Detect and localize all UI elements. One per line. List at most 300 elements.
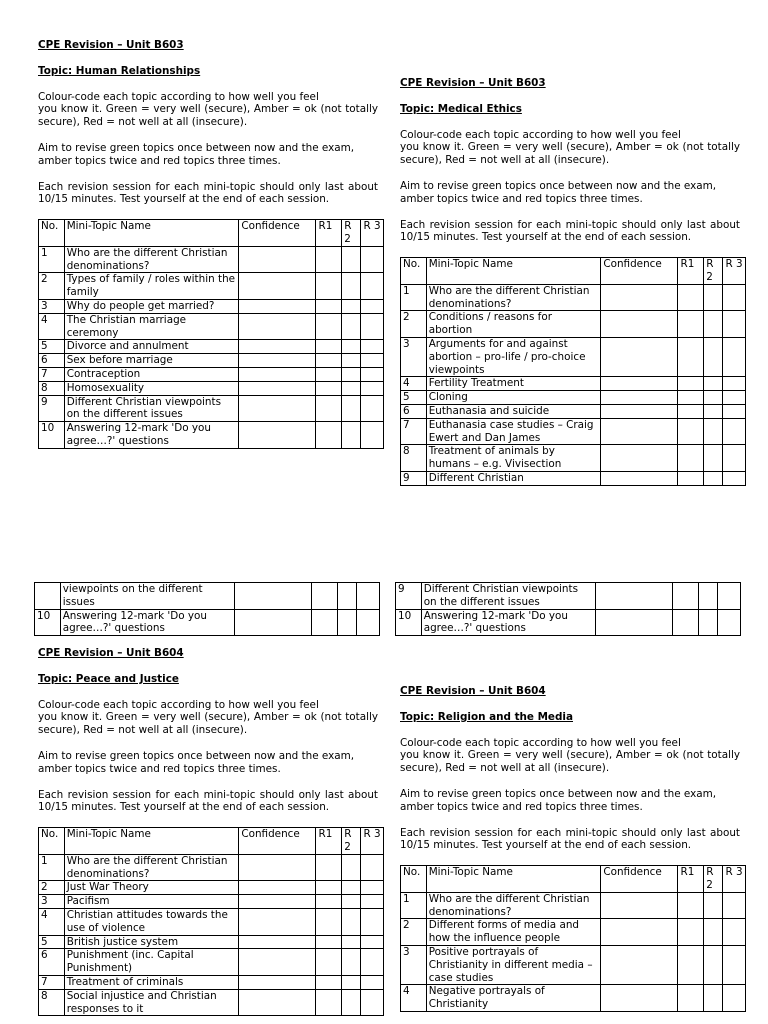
confidence-cell[interactable] (601, 377, 678, 391)
mini-topic-name: Social injustice and Christian responses to it (64, 989, 239, 1016)
confidence-cell[interactable] (239, 908, 316, 935)
r2-cell[interactable] (704, 377, 723, 391)
mini-topic-name: Different forms of media and how the influence people (426, 919, 601, 946)
r2-cell[interactable] (342, 949, 361, 976)
col-r1-header: R1 (678, 258, 704, 285)
r2-cell[interactable] (704, 391, 723, 405)
topic-number: 4 (401, 377, 427, 391)
mini-topic-name: Divorce and annulment (64, 340, 239, 354)
revision-table (38, 219, 384, 449)
r1-cell[interactable] (316, 854, 342, 881)
table-row (39, 422, 384, 449)
r1-cell[interactable] (678, 377, 704, 391)
table-row (401, 919, 746, 946)
table-row (401, 945, 746, 984)
instructions-session: Each revision session for each mini-topic should only last about 10/15 minutes. Test yourself at the end of each session. (38, 788, 378, 814)
table-row (39, 975, 384, 989)
mini-topic-name: Euthanasia and suicide (426, 404, 601, 418)
r3-cell[interactable] (361, 299, 384, 313)
r3-cell[interactable] (723, 892, 746, 919)
r1-cell[interactable] (678, 945, 704, 984)
unit-heading: CPE Revision – Unit B603 (400, 77, 546, 89)
col-r3-header: R 3 (361, 828, 384, 855)
mini-topic-name: Euthanasia case studies – Craig Ewert and Dan James (426, 418, 601, 445)
r3-cell[interactable] (723, 919, 746, 946)
panel-religion-and-media (400, 685, 743, 1012)
table-header-row (39, 220, 384, 247)
mini-topic-name: British justice system (64, 935, 239, 949)
topic-number: 9 (396, 583, 422, 610)
mini-topic-name: Homosexuality (64, 381, 239, 395)
topic-number: 2 (401, 919, 427, 946)
table-continuation-left (34, 582, 380, 636)
r3-cell[interactable] (361, 313, 384, 340)
col-no-header: No. (39, 220, 65, 247)
table-row (39, 340, 384, 354)
mini-topic-name: Contraception (64, 367, 239, 381)
topic-heading: Topic: Medical Ethics (400, 102, 522, 115)
r1-cell[interactable] (316, 367, 342, 381)
r1-cell[interactable] (678, 404, 704, 418)
topic-number: 4 (39, 313, 65, 340)
confidence-cell[interactable] (239, 354, 316, 368)
r3-cell[interactable] (723, 445, 746, 472)
r1-cell[interactable] (678, 418, 704, 445)
mini-topic-name: Different Christian viewpoints on the different issues (64, 395, 239, 422)
confidence-cell[interactable] (601, 892, 678, 919)
table-continuation-right (395, 582, 741, 636)
mini-topic-name: Pacifism (64, 895, 239, 909)
mini-topic-name: Punishment (inc. Capital Punishment) (64, 949, 239, 976)
r1-cell[interactable] (316, 935, 342, 949)
confidence-cell[interactable] (239, 273, 316, 300)
table-header-row (401, 258, 746, 285)
topic-heading: Topic: Religion and the Media (400, 710, 573, 723)
topic-number: 2 (39, 273, 65, 300)
col-mini-topic-name-header: Mini-Topic Name (426, 258, 601, 285)
table-row (401, 391, 746, 405)
topic-number: 1 (401, 284, 427, 311)
r2-cell[interactable] (704, 418, 723, 445)
table-row (39, 908, 384, 935)
confidence-cell[interactable] (239, 975, 316, 989)
col-no-header: No. (39, 828, 65, 855)
col-confidence-header: Confidence (239, 220, 316, 247)
r2-cell[interactable] (342, 313, 361, 340)
topic-number: 5 (39, 935, 65, 949)
r1-cell[interactable] (316, 989, 342, 1016)
r3-cell[interactable] (361, 381, 384, 395)
instructions-colour: Colour-code each topic according to how well you feel you know it. Green = very well (secure), Amber = ok (not totally secure), Red = not well at all (insecure). (400, 736, 740, 775)
r2-cell[interactable] (342, 246, 361, 273)
confidence-cell[interactable] (239, 854, 316, 881)
mini-topic-name: Who are the different Christian denominations? (426, 284, 601, 311)
r2-cell[interactable] (704, 445, 723, 472)
r2-cell[interactable] (342, 854, 361, 881)
r3-cell[interactable] (361, 881, 384, 895)
topic-number: 3 (401, 945, 427, 984)
r1-cell[interactable] (678, 337, 704, 376)
r1-cell[interactable] (673, 609, 699, 636)
mini-topic-name: Christian attitudes towards the use of violence (64, 908, 239, 935)
r2-cell[interactable] (699, 583, 718, 610)
instructions-colour: Colour-code each topic according to how well you feel you know it. Green = very well (secure), Amber = ok (not totally secure), Red = not well at all (insecure). (400, 128, 740, 167)
topic-number: 8 (401, 445, 427, 472)
table-row (35, 609, 380, 636)
table-row (401, 311, 746, 338)
confidence-cell[interactable] (239, 395, 316, 422)
table-row (401, 985, 746, 1012)
r3-cell[interactable] (357, 583, 380, 610)
r1-cell[interactable] (316, 975, 342, 989)
confidence-cell[interactable] (601, 471, 678, 485)
revision-table (38, 827, 384, 1016)
confidence-cell[interactable] (601, 404, 678, 418)
confidence-cell[interactable] (601, 284, 678, 311)
mini-topic-name: The Christian marriage ceremony (64, 313, 239, 340)
revision-table-continued (395, 582, 741, 636)
r3-cell[interactable] (723, 377, 746, 391)
table-row (39, 949, 384, 976)
table-row (401, 284, 746, 311)
col-r1-header: R1 (316, 828, 342, 855)
confidence-cell[interactable] (239, 989, 316, 1016)
r3-cell[interactable] (361, 422, 384, 449)
confidence-cell[interactable] (601, 945, 678, 984)
mini-topic-name: Who are the different Christian denominations? (426, 892, 601, 919)
r3-cell[interactable] (361, 246, 384, 273)
r1-cell[interactable] (678, 471, 704, 485)
col-r3-header: R 3 (723, 258, 746, 285)
r2-cell[interactable] (342, 881, 361, 895)
r1-cell[interactable] (316, 246, 342, 273)
r1-cell[interactable] (316, 354, 342, 368)
mini-topic-name: viewpoints on the different issues (60, 583, 235, 610)
instructions-aim: Aim to revise green topics once between now and the exam, amber topics twice and red topics three times. (38, 749, 355, 775)
r3-cell[interactable] (361, 949, 384, 976)
mini-topic-name: Conditions / reasons for abortion (426, 311, 601, 338)
r2-cell[interactable] (338, 609, 357, 636)
r3-cell[interactable] (723, 404, 746, 418)
r1-cell[interactable] (316, 422, 342, 449)
table-row (401, 471, 746, 485)
panel-human-relationships (38, 39, 381, 449)
mini-topic-name: Different Christian (426, 471, 601, 485)
col-confidence-header: Confidence (601, 866, 678, 893)
r3-cell[interactable] (723, 418, 746, 445)
instructions-session: Each revision session for each mini-topic should only last about 10/15 minutes. Test yourself at the end of each session. (38, 180, 378, 206)
topic-number: 9 (39, 395, 65, 422)
r2-cell[interactable] (342, 422, 361, 449)
topic-heading: Topic: Human Relationships (38, 64, 201, 77)
confidence-cell[interactable] (239, 367, 316, 381)
table-row (401, 404, 746, 418)
topic-number: 6 (39, 354, 65, 368)
r2-cell[interactable] (342, 299, 361, 313)
table-row (39, 299, 384, 313)
confidence-cell[interactable] (239, 949, 316, 976)
r3-cell[interactable] (361, 854, 384, 881)
mini-topic-name: Who are the different Christian denominations? (64, 246, 239, 273)
instructions-aim: Aim to revise green topics once between now and the exam, amber topics twice and red topics three times. (400, 179, 717, 205)
confidence-cell[interactable] (239, 422, 316, 449)
r2-cell[interactable] (704, 471, 723, 485)
r1-cell[interactable] (316, 881, 342, 895)
r1-cell[interactable] (678, 892, 704, 919)
r2-cell[interactable] (342, 273, 361, 300)
r1-cell[interactable] (316, 273, 342, 300)
table-row (39, 895, 384, 909)
col-r2-header: R 2 (704, 866, 723, 893)
topic-number: 8 (39, 989, 65, 1016)
table-row (39, 313, 384, 340)
topic-number: 9 (401, 471, 427, 485)
r1-cell[interactable] (678, 919, 704, 946)
col-mini-topic-name-header: Mini-Topic Name (426, 866, 601, 893)
instructions-aim: Aim to revise green topics once between now and the exam, amber topics twice and red topics three times. (400, 787, 717, 813)
r1-cell[interactable] (316, 395, 342, 422)
table-row (39, 881, 384, 895)
mini-topic-name: Types of family / roles within the family (64, 273, 239, 300)
table-row (39, 381, 384, 395)
r2-cell[interactable] (338, 583, 357, 610)
r1-cell[interactable] (316, 949, 342, 976)
instructions-colour: Colour-code each topic according to how well you feel you know it. Green = very well (secure), Amber = ok (not totally secure), Red = not well at all (insecure). (38, 90, 378, 129)
topic-number: 1 (39, 854, 65, 881)
confidence-cell[interactable] (601, 985, 678, 1012)
confidence-cell[interactable] (239, 246, 316, 273)
confidence-cell[interactable] (239, 881, 316, 895)
topic-number: 7 (39, 367, 65, 381)
confidence-cell[interactable] (601, 391, 678, 405)
table-row (401, 445, 746, 472)
r1-cell[interactable] (316, 895, 342, 909)
r3-cell[interactable] (361, 935, 384, 949)
r2-cell[interactable] (342, 367, 361, 381)
table-row (401, 337, 746, 376)
confidence-cell[interactable] (601, 311, 678, 338)
r3-cell[interactable] (718, 583, 741, 610)
mini-topic-name: Answering 12-mark 'Do you agree…?' questions (60, 609, 235, 636)
col-confidence-header: Confidence (239, 828, 316, 855)
r1-cell[interactable] (678, 391, 704, 405)
table-header-row (39, 828, 384, 855)
confidence-cell[interactable] (235, 609, 312, 636)
confidence-cell[interactable] (239, 299, 316, 313)
r2-cell[interactable] (342, 354, 361, 368)
mini-topic-name: Negative portrayals of Christianity (426, 985, 601, 1012)
r2-cell[interactable] (704, 985, 723, 1012)
mini-topic-name: Positive portrayals of Christianity in different media – case studies (426, 945, 601, 984)
mini-topic-name: Just War Theory (64, 881, 239, 895)
col-r3-header: R 3 (361, 220, 384, 247)
r3-cell[interactable] (361, 367, 384, 381)
confidence-cell[interactable] (596, 583, 673, 610)
r2-cell[interactable] (342, 395, 361, 422)
r2-cell[interactable] (704, 284, 723, 311)
table-row (35, 583, 380, 610)
topic-number: 7 (401, 418, 427, 445)
r3-cell[interactable] (361, 895, 384, 909)
table-row (396, 609, 741, 636)
r1-cell[interactable] (312, 583, 338, 610)
topic-number: 4 (39, 908, 65, 935)
col-r3-header: R 3 (723, 866, 746, 893)
topic-number: 5 (401, 391, 427, 405)
confidence-cell[interactable] (235, 583, 312, 610)
topic-heading: Topic: Peace and Justice (38, 672, 179, 685)
col-confidence-header: Confidence (601, 258, 678, 285)
r3-cell[interactable] (723, 945, 746, 984)
table-row (39, 273, 384, 300)
r3-cell[interactable] (361, 354, 384, 368)
mini-topic-name: Treatment of criminals (64, 975, 239, 989)
confidence-cell[interactable] (239, 895, 316, 909)
table-header-row (401, 866, 746, 893)
r3-cell[interactable] (361, 989, 384, 1016)
mini-topic-name: Fertility Treatment (426, 377, 601, 391)
instructions-session: Each revision session for each mini-topic should only last about 10/15 minutes. Test yourself at the end of each session. (400, 218, 740, 244)
confidence-cell[interactable] (601, 919, 678, 946)
revision-table-continued (34, 582, 380, 636)
r3-cell[interactable] (361, 395, 384, 422)
mini-topic-name: Why do people get married? (64, 299, 239, 313)
topic-number: 10 (35, 609, 61, 636)
r3-cell[interactable] (361, 975, 384, 989)
topic-number: 8 (39, 381, 65, 395)
instructions-aim: Aim to revise green topics once between now and the exam, amber topics twice and red topics three times. (38, 141, 355, 167)
r1-cell[interactable] (312, 609, 338, 636)
col-r2-header: R 2 (342, 828, 361, 855)
table-row (401, 418, 746, 445)
table-row (39, 354, 384, 368)
r2-cell[interactable] (704, 337, 723, 376)
col-no-header: No. (401, 258, 427, 285)
r2-cell[interactable] (704, 919, 723, 946)
topic-number: 2 (401, 311, 427, 338)
r2-cell[interactable] (342, 895, 361, 909)
r3-cell[interactable] (723, 391, 746, 405)
table-row (39, 854, 384, 881)
topic-number (35, 583, 61, 610)
r2-cell[interactable] (342, 381, 361, 395)
topic-number: 2 (39, 881, 65, 895)
confidence-cell[interactable] (239, 935, 316, 949)
mini-topic-name: Answering 12-mark 'Do you agree…?' questions (64, 422, 239, 449)
r2-cell[interactable] (704, 311, 723, 338)
panel-peace-and-justice (38, 647, 381, 1016)
instructions-colour: Colour-code each topic according to how well you feel you know it. Green = very well (secure), Amber = ok (not totally secure), Red = not well at all (insecure). (38, 698, 378, 737)
r2-cell[interactable] (342, 989, 361, 1016)
col-r2-header: R 2 (342, 220, 361, 247)
r3-cell[interactable] (718, 609, 741, 636)
col-mini-topic-name-header: Mini-Topic Name (64, 220, 239, 247)
r2-cell[interactable] (342, 975, 361, 989)
r2-cell[interactable] (342, 935, 361, 949)
mini-topic-name: Different Christian viewpoints on the different issues (421, 583, 596, 610)
r1-cell[interactable] (678, 445, 704, 472)
r1-cell[interactable] (316, 299, 342, 313)
mini-topic-name: Cloning (426, 391, 601, 405)
table-row (39, 367, 384, 381)
revision-table (400, 865, 746, 1012)
col-mini-topic-name-header: Mini-Topic Name (64, 828, 239, 855)
r1-cell[interactable] (678, 311, 704, 338)
r1-cell[interactable] (316, 313, 342, 340)
r3-cell[interactable] (723, 311, 746, 338)
confidence-cell[interactable] (239, 381, 316, 395)
r3-cell[interactable] (723, 284, 746, 311)
confidence-cell[interactable] (601, 418, 678, 445)
confidence-cell[interactable] (601, 445, 678, 472)
unit-heading: CPE Revision – Unit B604 (400, 685, 546, 697)
topic-number: 3 (401, 337, 427, 376)
r3-cell[interactable] (361, 273, 384, 300)
topic-number: 6 (401, 404, 427, 418)
col-r1-header: R1 (678, 866, 704, 893)
topic-number: 1 (39, 246, 65, 273)
r1-cell[interactable] (673, 583, 699, 610)
topic-number: 7 (39, 975, 65, 989)
confidence-cell[interactable] (601, 337, 678, 376)
confidence-cell[interactable] (239, 313, 316, 340)
topic-number: 1 (401, 892, 427, 919)
table-row (401, 892, 746, 919)
r2-cell[interactable] (704, 892, 723, 919)
unit-heading: CPE Revision – Unit B603 (38, 39, 184, 51)
r3-cell[interactable] (361, 340, 384, 354)
table-row (39, 395, 384, 422)
r1-cell[interactable] (316, 908, 342, 935)
topic-number: 5 (39, 340, 65, 354)
mini-topic-name: Answering 12-mark 'Do you agree…?' questions (421, 609, 596, 636)
r3-cell[interactable] (361, 908, 384, 935)
r3-cell[interactable] (723, 337, 746, 376)
table-row (39, 935, 384, 949)
r1-cell[interactable] (678, 985, 704, 1012)
topic-number: 10 (396, 609, 422, 636)
topic-number: 4 (401, 985, 427, 1012)
table-row (396, 583, 741, 610)
confidence-cell[interactable] (596, 609, 673, 636)
r1-cell[interactable] (678, 284, 704, 311)
r3-cell[interactable] (723, 985, 746, 1012)
r3-cell[interactable] (723, 471, 746, 485)
r2-cell[interactable] (699, 609, 718, 636)
r2-cell[interactable] (704, 945, 723, 984)
revision-table (400, 257, 746, 486)
r3-cell[interactable] (357, 609, 380, 636)
topic-number: 3 (39, 895, 65, 909)
instructions-session: Each revision session for each mini-topic should only last about 10/15 minutes. Test yourself at the end of each session. (400, 826, 740, 852)
mini-topic-name: Arguments for and against abortion – pro-life / pro-choice viewpoints (426, 337, 601, 376)
topic-number: 10 (39, 422, 65, 449)
r2-cell[interactable] (342, 908, 361, 935)
mini-topic-name: Treatment of animals by humans – e.g. Vivisection (426, 445, 601, 472)
r2-cell[interactable] (704, 404, 723, 418)
r1-cell[interactable] (316, 340, 342, 354)
mini-topic-name: Who are the different Christian denominations? (64, 854, 239, 881)
mini-topic-name: Sex before marriage (64, 354, 239, 368)
table-row (401, 377, 746, 391)
r2-cell[interactable] (342, 340, 361, 354)
topic-number: 3 (39, 299, 65, 313)
table-row (39, 989, 384, 1016)
col-r2-header: R 2 (704, 258, 723, 285)
r1-cell[interactable] (316, 381, 342, 395)
confidence-cell[interactable] (239, 340, 316, 354)
col-r1-header: R1 (316, 220, 342, 247)
